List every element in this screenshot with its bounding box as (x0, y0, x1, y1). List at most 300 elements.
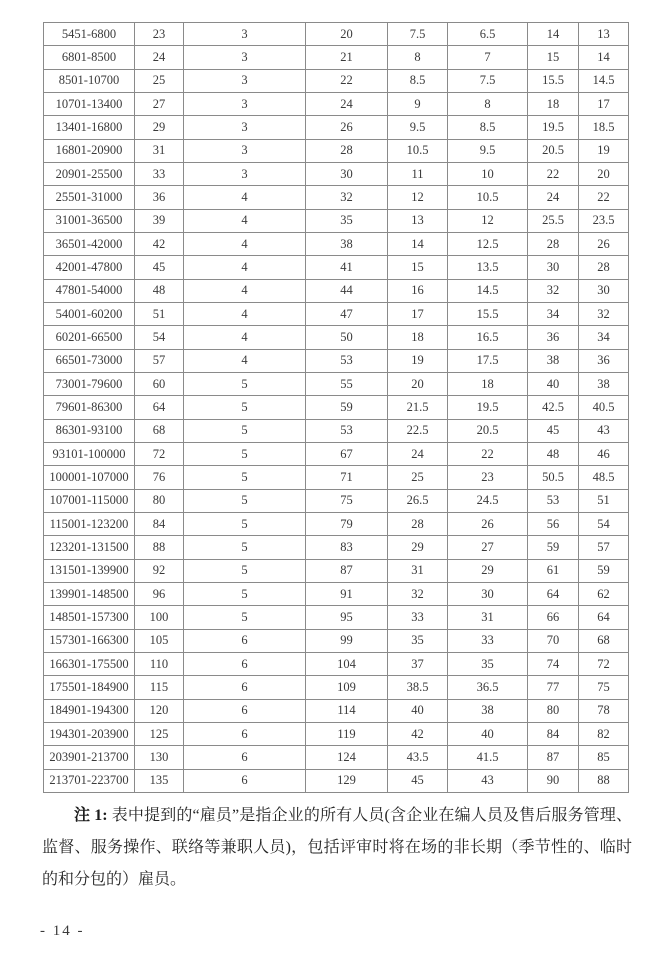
table-cell: 26 (448, 512, 528, 535)
table-row (44, 676, 629, 699)
table-cell: 6 (184, 769, 306, 792)
table-cell: 4 (184, 232, 306, 255)
table-row (44, 466, 629, 489)
table-cell: 93101-100000 (44, 442, 135, 465)
table-cell: 5 (184, 466, 306, 489)
table-cell: 43 (579, 419, 629, 442)
table-cell: 3 (184, 139, 306, 162)
table-cell: 32 (388, 582, 448, 605)
table-cell: 22.5 (388, 419, 448, 442)
table-cell: 9.5 (388, 116, 448, 139)
table-cell: 14 (579, 46, 629, 69)
table-row (44, 536, 629, 559)
table-cell: 79 (306, 512, 388, 535)
table-cell: 61 (528, 559, 579, 582)
table-cell: 67 (306, 442, 388, 465)
table-row (44, 582, 629, 605)
table-row (44, 186, 629, 209)
table-cell: 8 (448, 92, 528, 115)
table-cell: 5 (184, 372, 306, 395)
table-cell: 3 (184, 69, 306, 92)
table-cell: 175501-184900 (44, 676, 135, 699)
table-cell: 80 (135, 489, 184, 512)
table-cell: 17 (579, 92, 629, 115)
table-cell: 6 (184, 746, 306, 769)
table-cell: 15 (528, 46, 579, 69)
table-cell: 91 (306, 582, 388, 605)
table-cell: 104 (306, 652, 388, 675)
table-row (44, 652, 629, 675)
table-row (44, 722, 629, 745)
table-cell: 73001-79600 (44, 372, 135, 395)
table-cell: 24.5 (448, 489, 528, 512)
table-cell: 12 (388, 186, 448, 209)
table-cell: 88 (135, 536, 184, 559)
table-cell: 13 (579, 23, 629, 46)
table-row (44, 69, 629, 92)
table-cell: 45 (388, 769, 448, 792)
table-cell: 20 (579, 162, 629, 185)
table-row (44, 699, 629, 722)
table-row (44, 23, 629, 46)
table-cell: 48 (135, 279, 184, 302)
table-cell: 3 (184, 23, 306, 46)
table-cell: 33 (135, 162, 184, 185)
table-cell: 10 (448, 162, 528, 185)
table-cell: 4 (184, 186, 306, 209)
table-row (44, 46, 629, 69)
table-cell: 84 (135, 512, 184, 535)
table-cell: 36 (528, 326, 579, 349)
table-cell: 13.5 (448, 256, 528, 279)
table-cell: 15.5 (448, 302, 528, 325)
table-cell: 23.5 (579, 209, 629, 232)
table-cell: 20 (388, 372, 448, 395)
table-row (44, 769, 629, 792)
table-cell: 19.5 (448, 396, 528, 419)
table-cell: 48 (528, 442, 579, 465)
table-row (44, 279, 629, 302)
table-cell: 8.5 (388, 69, 448, 92)
table-cell: 29 (448, 559, 528, 582)
table-cell: 28 (388, 512, 448, 535)
table-cell: 12 (448, 209, 528, 232)
table-cell: 42001-47800 (44, 256, 135, 279)
table-cell: 75 (579, 676, 629, 699)
table-row (44, 256, 629, 279)
table-cell: 43 (448, 769, 528, 792)
table-cell: 17.5 (448, 349, 528, 372)
table-cell: 47 (306, 302, 388, 325)
table-row (44, 629, 629, 652)
table-cell: 31 (135, 139, 184, 162)
table-cell: 203901-213700 (44, 746, 135, 769)
table-cell: 14.5 (448, 279, 528, 302)
table-cell: 26 (579, 232, 629, 255)
table-cell: 50.5 (528, 466, 579, 489)
table-cell: 20901-25500 (44, 162, 135, 185)
table-cell: 36.5 (448, 676, 528, 699)
table-cell: 59 (528, 536, 579, 559)
table-cell: 40.5 (579, 396, 629, 419)
table-cell: 6 (184, 652, 306, 675)
table-cell: 82 (579, 722, 629, 745)
table-cell: 13401-16800 (44, 116, 135, 139)
page-number: - 14 - (40, 923, 85, 939)
table-cell: 119 (306, 722, 388, 745)
table-row (44, 489, 629, 512)
table-cell: 14.5 (579, 69, 629, 92)
table-cell: 33 (388, 606, 448, 629)
table-cell: 30 (579, 279, 629, 302)
table-cell: 28 (528, 232, 579, 255)
table-cell: 129 (306, 769, 388, 792)
table-cell: 77 (528, 676, 579, 699)
note-text: 表中提到的“雇员”是指企业的所有人员(含企业在编人员及售后服务管理、监督、服务操作、联络等兼职人员)，包括评审时将在场的非长期（季节性的、临时的和分包的）雇员。 (42, 807, 632, 888)
table-cell: 131501-139900 (44, 559, 135, 582)
table-cell: 157301-166300 (44, 629, 135, 652)
table-cell: 66501-73000 (44, 349, 135, 372)
table-row (44, 396, 629, 419)
table-cell: 79601-86300 (44, 396, 135, 419)
table-cell: 166301-175500 (44, 652, 135, 675)
table-cell: 35 (388, 629, 448, 652)
table-cell: 8501-10700 (44, 69, 135, 92)
table-row (44, 209, 629, 232)
table-cell: 95 (306, 606, 388, 629)
table-cell: 123201-131500 (44, 536, 135, 559)
table-row (44, 139, 629, 162)
table-cell: 25 (388, 466, 448, 489)
table-cell: 32 (306, 186, 388, 209)
table-cell: 53 (528, 489, 579, 512)
table-cell: 31001-36500 (44, 209, 135, 232)
table-cell: 10701-13400 (44, 92, 135, 115)
table-cell: 32 (528, 279, 579, 302)
table-cell: 5 (184, 396, 306, 419)
table-cell: 21.5 (388, 396, 448, 419)
note-label: 注 1: (74, 807, 108, 824)
table-cell: 114 (306, 699, 388, 722)
table-cell: 22 (306, 69, 388, 92)
table-cell: 51 (579, 489, 629, 512)
table-cell: 125 (135, 722, 184, 745)
table-cell: 12.5 (448, 232, 528, 255)
table-cell: 59 (579, 559, 629, 582)
table-cell: 56 (528, 512, 579, 535)
table-cell: 30 (306, 162, 388, 185)
table-cell: 23 (448, 466, 528, 489)
table-cell: 45 (135, 256, 184, 279)
table-cell: 32 (579, 302, 629, 325)
table-cell: 87 (306, 559, 388, 582)
table-cell: 6 (184, 676, 306, 699)
table-cell: 135 (135, 769, 184, 792)
table-cell: 54001-60200 (44, 302, 135, 325)
table-cell: 46 (579, 442, 629, 465)
table-cell: 64 (135, 396, 184, 419)
table-cell: 24 (528, 186, 579, 209)
table-cell: 83 (306, 536, 388, 559)
table-cell: 109 (306, 676, 388, 699)
table-cell: 72 (579, 652, 629, 675)
table-cell: 25501-31000 (44, 186, 135, 209)
table-cell: 39 (135, 209, 184, 232)
table-cell: 21 (306, 46, 388, 69)
table-cell: 6 (184, 699, 306, 722)
table-cell: 17 (388, 302, 448, 325)
table-cell: 5 (184, 489, 306, 512)
table-cell: 100 (135, 606, 184, 629)
table-cell: 28 (579, 256, 629, 279)
table-cell: 48.5 (579, 466, 629, 489)
table-cell: 51 (135, 302, 184, 325)
table-cell: 38.5 (388, 676, 448, 699)
table-cell: 80 (528, 699, 579, 722)
table-cell: 99 (306, 629, 388, 652)
table-cell: 5 (184, 512, 306, 535)
table-row (44, 162, 629, 185)
table-cell: 31 (388, 559, 448, 582)
table-cell: 6.5 (448, 23, 528, 46)
table-cell: 4 (184, 256, 306, 279)
table-cell: 9 (388, 92, 448, 115)
table-cell: 41 (306, 256, 388, 279)
table-cell: 29 (388, 536, 448, 559)
table-cell: 71 (306, 466, 388, 489)
table-cell: 36 (135, 186, 184, 209)
table-cell: 60201-66500 (44, 326, 135, 349)
table-cell: 9.5 (448, 139, 528, 162)
table-cell: 4 (184, 279, 306, 302)
table-cell: 72 (135, 442, 184, 465)
table-cell: 100001-107000 (44, 466, 135, 489)
table-cell: 3 (184, 116, 306, 139)
table-cell: 115 (135, 676, 184, 699)
table-cell: 7.5 (448, 69, 528, 92)
table-cell: 35 (448, 652, 528, 675)
table-cell: 55 (306, 372, 388, 395)
table-cell: 13 (388, 209, 448, 232)
table-cell: 84 (528, 722, 579, 745)
table-cell: 92 (135, 559, 184, 582)
table-cell: 3 (184, 46, 306, 69)
table-cell: 28 (306, 139, 388, 162)
table-cell: 3 (184, 162, 306, 185)
table-cell: 19 (388, 349, 448, 372)
table-cell: 36501-42000 (44, 232, 135, 255)
table-cell: 68 (579, 629, 629, 652)
table-cell: 70 (528, 629, 579, 652)
table-cell: 57 (579, 536, 629, 559)
table-cell: 7 (448, 46, 528, 69)
table-row (44, 559, 629, 582)
table-row (44, 116, 629, 139)
table-cell: 19.5 (528, 116, 579, 139)
table-cell: 64 (579, 606, 629, 629)
table-cell: 5 (184, 536, 306, 559)
table-cell: 40 (448, 722, 528, 745)
table-body (44, 23, 629, 793)
table-cell: 25 (135, 69, 184, 92)
table-cell: 3 (184, 92, 306, 115)
table-cell: 22 (579, 186, 629, 209)
table-row (44, 606, 629, 629)
table-cell: 34 (528, 302, 579, 325)
table-cell: 37 (388, 652, 448, 675)
table-cell: 18 (448, 372, 528, 395)
table-cell: 45 (528, 419, 579, 442)
table-cell: 54 (579, 512, 629, 535)
table-cell: 20 (306, 23, 388, 46)
table-cell: 16 (388, 279, 448, 302)
table-cell: 4 (184, 326, 306, 349)
table-cell: 14 (528, 23, 579, 46)
table-cell: 43.5 (388, 746, 448, 769)
table-cell: 20.5 (528, 139, 579, 162)
table-cell: 96 (135, 582, 184, 605)
table-cell: 66 (528, 606, 579, 629)
table-cell: 23 (135, 23, 184, 46)
table-cell: 105 (135, 629, 184, 652)
table-cell: 85 (579, 746, 629, 769)
table-cell: 76 (135, 466, 184, 489)
table-row (44, 746, 629, 769)
table-cell: 184901-194300 (44, 699, 135, 722)
table-row (44, 372, 629, 395)
table-cell: 24 (306, 92, 388, 115)
table-cell: 15 (388, 256, 448, 279)
table-cell: 26.5 (388, 489, 448, 512)
table-cell: 50 (306, 326, 388, 349)
table-cell: 18.5 (579, 116, 629, 139)
table-cell: 16801-20900 (44, 139, 135, 162)
table-cell: 26 (306, 116, 388, 139)
table-row (44, 92, 629, 115)
table-cell: 4 (184, 209, 306, 232)
table-cell: 139901-148500 (44, 582, 135, 605)
table-cell: 194301-203900 (44, 722, 135, 745)
table-cell: 5 (184, 559, 306, 582)
table-cell: 115001-123200 (44, 512, 135, 535)
table-cell: 40 (388, 699, 448, 722)
table-cell: 62 (579, 582, 629, 605)
table-cell: 107001-115000 (44, 489, 135, 512)
table-cell: 38 (448, 699, 528, 722)
table-row (44, 232, 629, 255)
table-cell: 57 (135, 349, 184, 372)
table-cell: 40 (528, 372, 579, 395)
table-cell: 34 (579, 326, 629, 349)
table-cell: 87 (528, 746, 579, 769)
table-cell: 75 (306, 489, 388, 512)
table-cell: 18 (528, 92, 579, 115)
table-cell: 148501-157300 (44, 606, 135, 629)
table-cell: 14 (388, 232, 448, 255)
table-row (44, 442, 629, 465)
table-cell: 120 (135, 699, 184, 722)
note-paragraph (42, 800, 632, 896)
table-cell: 15.5 (528, 69, 579, 92)
table-cell: 19 (579, 139, 629, 162)
table-cell: 86301-93100 (44, 419, 135, 442)
table-cell: 27 (135, 92, 184, 115)
table-cell: 42.5 (528, 396, 579, 419)
table-cell: 8.5 (448, 116, 528, 139)
table-cell: 68 (135, 419, 184, 442)
table-cell: 38 (306, 232, 388, 255)
table-cell: 5 (184, 442, 306, 465)
table-cell: 90 (528, 769, 579, 792)
table-cell: 53 (306, 349, 388, 372)
table-cell: 7.5 (388, 23, 448, 46)
table-row (44, 349, 629, 372)
table-cell: 38 (528, 349, 579, 372)
table-cell: 47801-54000 (44, 279, 135, 302)
table-cell: 213701-223700 (44, 769, 135, 792)
table-cell: 6 (184, 722, 306, 745)
table-cell: 36 (579, 349, 629, 372)
table-cell: 54 (135, 326, 184, 349)
table-cell: 5 (184, 606, 306, 629)
table-cell: 41.5 (448, 746, 528, 769)
table-cell: 4 (184, 349, 306, 372)
table-cell: 110 (135, 652, 184, 675)
table-cell: 20.5 (448, 419, 528, 442)
table-cell: 5 (184, 419, 306, 442)
table-cell: 42 (388, 722, 448, 745)
table-cell: 5451-6800 (44, 23, 135, 46)
table-cell: 88 (579, 769, 629, 792)
table-cell: 10.5 (448, 186, 528, 209)
table-cell: 33 (448, 629, 528, 652)
table-cell: 11 (388, 162, 448, 185)
table-cell: 24 (135, 46, 184, 69)
table-cell: 30 (448, 582, 528, 605)
table-cell: 74 (528, 652, 579, 675)
table-cell: 42 (135, 232, 184, 255)
table-cell: 22 (448, 442, 528, 465)
table-cell: 64 (528, 582, 579, 605)
table-cell: 31 (448, 606, 528, 629)
table-cell: 29 (135, 116, 184, 139)
table-cell: 8 (388, 46, 448, 69)
table-cell: 53 (306, 419, 388, 442)
table-row (44, 512, 629, 535)
table-cell: 38 (579, 372, 629, 395)
table-cell: 22 (528, 162, 579, 185)
table-cell: 25.5 (528, 209, 579, 232)
table-cell: 60 (135, 372, 184, 395)
table-cell: 18 (388, 326, 448, 349)
table-cell: 35 (306, 209, 388, 232)
table-cell: 59 (306, 396, 388, 419)
table-cell: 27 (448, 536, 528, 559)
table-row (44, 419, 629, 442)
table-cell: 5 (184, 582, 306, 605)
table-cell: 124 (306, 746, 388, 769)
table-cell: 10.5 (388, 139, 448, 162)
table-row (44, 326, 629, 349)
table-cell: 30 (528, 256, 579, 279)
table-cell: 24 (388, 442, 448, 465)
table-cell: 78 (579, 699, 629, 722)
table-cell: 130 (135, 746, 184, 769)
employee-fee-table (43, 22, 629, 793)
table-cell: 16.5 (448, 326, 528, 349)
table-cell: 6801-8500 (44, 46, 135, 69)
table-cell: 6 (184, 629, 306, 652)
